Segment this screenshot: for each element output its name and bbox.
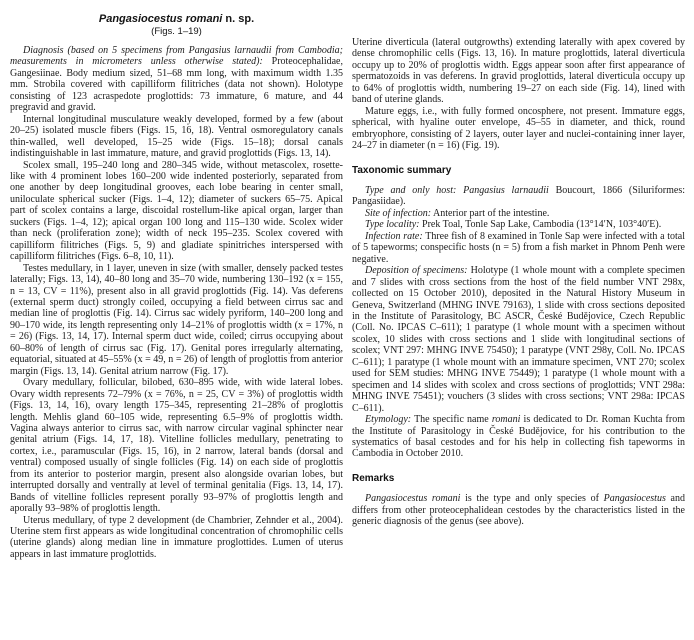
heading-taxonomic-summary: Taxonomic summary — [352, 164, 452, 176]
text-run: Etymology: — [365, 414, 412, 426]
text-run: Type and only host: Pangasius larnaudii — [365, 184, 549, 196]
text-run: Scolex small, 195–240 long and 280–345 wide, without metascolex, rosette-like with 4 prominent lobes 160–200 wide indented posteriorly, separated from one another by deep longitudinal grooves, each lobe bearing in center small, uniloculate spherical sucker (Figs. 1–4, 12); diameter of suckers 65–75. Apical part of scolex contains a large, discoidal rostellum-like apical organ, larger than suckers (Figs. 1–4, 12); apical organ 100 long and 115–130 wide. Scolex wider than neck (proliferation zone); width of neck 195–235. Scolex covered with capilliform filitriches (Figs. 5, 9) and gladiate spinitriches interspersed with capilliform filitriches (Figs. 6–8, 10, 11). — [10, 159, 343, 263]
species-title — [10, 13, 343, 26]
text-run: Type locality: — [365, 219, 420, 231]
figures-reference: (Figs. 1–19) — [151, 26, 202, 37]
entry-infection-rate — [352, 231, 685, 265]
text-run: Boucourt, 1866 (Siluriformes: Pangasiidae). — [352, 184, 686, 208]
paragraph-diagnosis — [10, 45, 343, 114]
text-run: Testes medullary, in 1 layer, uneven in size (with smaller, densely packed testes laterally; Figs. 13, 14), 40–80 long and 35–70 wide, numbering 130–192 (x = 155, n = 13, CV = 11%), present also in all gravid proglottids (Fig. 14). Vas deferens (external sperm duct) strongly coiled, occupying a field between cirrus sac and median line of proglottis (Fig. 14). Cirrus sac widely pyriform, 140–200 long and 90–170 wide, its length representing only 14–21% of proglottis width (x = 17%, n = 26) (Figs. 13, 14, 17). Internal sperm duct wide, coiled; cirrus occupying about 60–80% of length of cirrus sac (Fig. 17). Genital pores irregularly alternating, equatorial, situated at 45–55% (x = 49, n = 26) of length of proglottis from anterior margin (Figs. 13, 14). Genital atrium narrow (Fig. 17). — [10, 262, 343, 377]
paragraph-ovary — [10, 377, 343, 514]
text-run: Uterus medullary, of type 2 development (de Chambrier, Zehnder et al., 2004). Uterine stem first appears as wide longitudinal concentration of chromophilic cells (uterine glands) along median line in immature proglottides. Lumen of uterus appears in last immature proglottids. — [10, 514, 343, 560]
text-run: Ovary medullary, follicular, bilobed, 630–895 wide, with wide lateral lobes. Ovary width represents 72–79% (x = 76%, n = 25, CV = 3%) of proglottis width (Figs. 13, 14, 16), ovary length 175–345, representing 21–28% of proglottis length. Mehlis gland 60–105 wide, representing 6.5–9% of proglottis width. Vagina always anterior to cirrus sac, with narrow circular vaginal sphincter near genital atrium (Figs. 14, 17, 18). Vitelline follicles medullary, penetrating to cortex, i.e., paramuscular (Figs. 15, 16), in 2 narrow, lateral bands (dorsal and ventral) composed usually of single follicles (Fig. 14) on each side of proglottis from its anterior to posterior margin, present also alongside ovarian lobes, but interrupted dorsally and ventrally at level of terminal genitalia (Figs. 13, 14, 17). Bands of vitelline follicles represent porally 93–97% of proglottis length and aporally 93–98% of proglottis length. — [10, 377, 343, 515]
left-column — [10, 13, 343, 640]
heading-remarks: Remarks — [352, 472, 395, 484]
text-run: Anterior part of the intestine. — [431, 207, 550, 219]
paragraph-uterine-diverticula — [352, 37, 685, 106]
text-run: romani — [491, 414, 521, 426]
text-run: and differs from other proteocephalidean cestodes by the characteristics listed in the generic diagnosis of the genus (see above). — [352, 493, 685, 528]
right-column — [352, 13, 685, 640]
paragraph-remarks — [352, 493, 685, 527]
text-run: Mature eggs, i.e., with fully formed oncosphere, not present. Immature eggs, spherical, with hyaline outer envelope, 45–55 in diameter, and thick, round embryophore, consisting of 2 layers, outer layer and nuclei-containing inner layer, 24–27 in diameter (n = 16) (Fig. 19). — [352, 105, 685, 152]
text-run: Proteocephalidae, Gangesiinae. Body medium sized, 51–68 mm long, with maximum width 1.35 mm. Strobila covered with capilliform filitriches (data not shown). Holotype consisting of 123 acraspedote proglottids: 73 immature, 6 mature, and 44 pregravid and gravid. — [10, 56, 343, 114]
text-run: Pangasiocestus — [603, 493, 666, 505]
text-run: Internal longitudinal musculature weakly developed, formed by a few (about 20–25) isolated muscle fibers (Figs. 15, 16, 18). Ventral osmoregulatory canals thin-walled, well developed, 15–25 wide (Figs. 15–18); dorsal canals indistinguishable in last immature, mature, and gravid proglottids (Figs. 13, 14). — [10, 113, 343, 160]
species-name: Pangasiocestus romani — [98, 13, 223, 25]
text-run: Three fish of 8 examined in Tonle Sap were infected with a total of 5 tapeworms; conspecific hosts (n = 5) from a fish market in Phnom Penh were negative. — [352, 230, 685, 265]
text-run: Prek Toal, Tonle Sap Lake, Cambodia (13°14′N, 103°40′E). — [419, 219, 662, 231]
text-run: Infection rate: — [365, 230, 423, 242]
entry-type-locality — [352, 219, 685, 230]
paragraph-testes — [10, 263, 343, 378]
text-run: The specific name — [411, 414, 492, 426]
text-run: Site of infection: — [365, 207, 432, 219]
text-run: Holotype (1 whole mount with a complete specimen and 7 slides with cross sections from the host of the field number VNT 298x, collected on 15 October 2010), deposited in the Natural History Museum in Geneva, Switzerland (MHNG INVE 79163), 1 slide with cross sections deposited in the Institute of Parasitology, BC ASCR, České Budějovice, Czech Republic (Coll. No. IPCAS C–611); 1 paratype (1 whole mount with a specimen without scolex, 10 slides with cross sections and 1 slide with longitudinal sections of scolex; VNT 297: MHNG INVE 75450); 1 paratype (VNT 298y, Coll. No. IPCAS C–611); 1 paratype (1 whole mount with an immature specimen, VNT 270; scolex used for SEM studies: MHNG INVE 75449); 1 paratype (1 whole mount with a specimen and 14 slides with scolex and cross sections of proglottids; VNT 298a: MHNG INVE 75451); vouchers (3 slides with cross sections; VNT 298a: IPCAS C–611). — [352, 265, 685, 414]
paragraph-musculature — [10, 114, 343, 160]
text-run: is the type and only species of — [460, 493, 604, 505]
entry-site-of-infection — [352, 208, 685, 219]
paragraph-uterus — [10, 515, 343, 561]
entry-etymology — [352, 414, 685, 460]
text-run: Diagnosis (based on 5 specimens from Pangasius larnaudii from Cambodia; measurements in micrometers unless otherwise stated): — [10, 45, 343, 68]
species-rank: n. sp. — [222, 13, 255, 25]
entry-deposition-of-specimens — [352, 265, 685, 414]
text-run: Pangasiocestus romani — [365, 493, 461, 505]
paragraph-eggs — [352, 106, 685, 152]
paragraph-scolex — [10, 160, 343, 263]
entry-type-and-only-host — [352, 185, 685, 208]
text-run: is dedicated to Dr. Roman Kuchta from the Institute of Parasitology in České Budějovice, for his contribution to the systematics of basal cestodes and for his help in collecting fish tapeworms in Cambodia in October 2010. — [352, 414, 685, 460]
text-run: Uterine diverticula (lateral outgrowths) extending laterally with apex covered by dense chromophilic cells (Figs. 13, 16). In mature proglottids, lateral diverticula occupy up to 20% of proglottis width. Eggs appear soon after first appearance of spermatozoids in vas deferens. In gravid proglottids, lateral diverticula occupy up to 64% of proglottis width, numbering 19–27 on each side (Fig. 14), lined with band of uterine glands. — [352, 37, 685, 106]
text-run: Deposition of specimens: — [365, 265, 468, 277]
